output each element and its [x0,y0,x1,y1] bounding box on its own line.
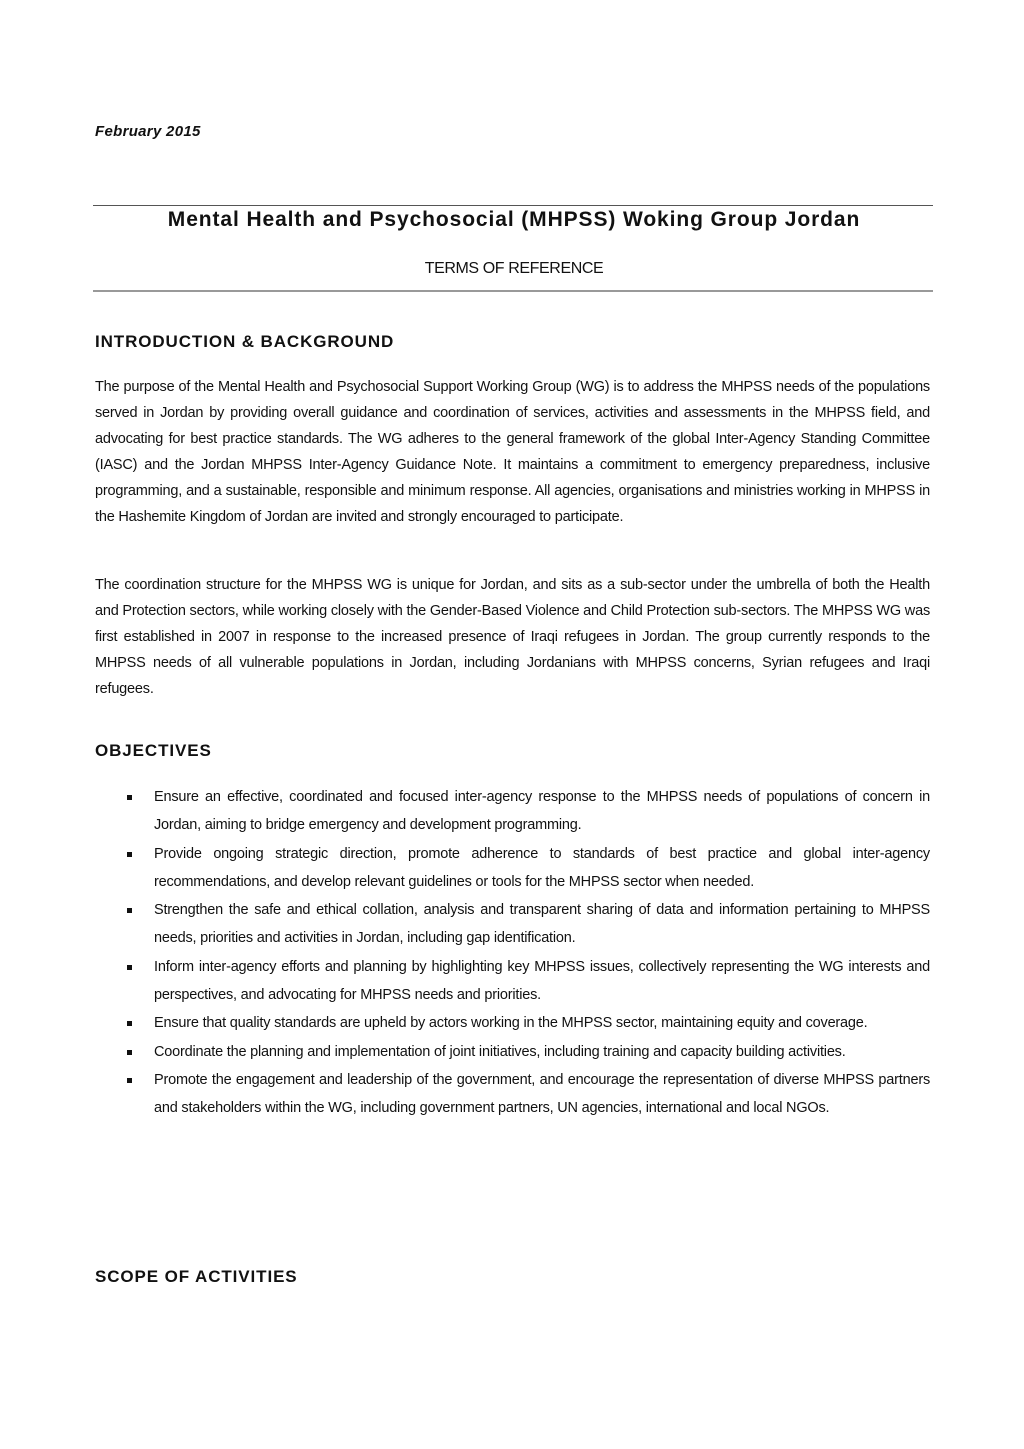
bullet-square-icon [127,1050,132,1055]
bullet-square-icon [127,965,132,970]
section-heading-scope: SCOPE OF ACTIVITIES [95,1267,298,1286]
objective-text: Ensure that quality standards are upheld by actors working in the MHPSS sector, maintaining equity and coverage. [154,1015,868,1031]
objective-item [95,896,930,952]
objective-item [95,1038,930,1066]
bullet-square-icon [127,852,132,857]
bullet-square-icon [127,795,132,800]
objective-text: Coordinate the planning and implementation of joint initiatives, including training and capacity building activities. [154,1043,846,1060]
objective-item [95,783,930,839]
objective-text: Provide ongoing strategic direction, promote adherence to standards of best practice and global inter-agency recommendations, and develop relevant guidelines or tools for the MHPSS sector when needed. [154,845,930,890]
intro-paragraph-2: The coordination structure for the MHPSS WG is unique for Jordan, and sits as a sub-sector under the umbrella of both the Health and Protection sectors, while working closely with the Gender-Based Violence and Child Protection sub-sectors. The MHPSS WG was first established in 2007 in response to the increased presence of Iraqi refugees in Jordan. The group currently responds to the MHPSS needs of all vulnerable populations in Jordan, including Jordanians with MHPSS concerns, Syrian refugees and Iraqi refugees. [95,577,930,697]
document-date: February 2015 [95,123,201,140]
intro-paragraph-1: The purpose of the Mental Health and Psychosocial Support Working Group (WG) is to address the MHPSS needs of the populations served in Jordan by providing overall guidance and coordination of services, activities and assessments in the MHPSS field, and advocating for best practice standards. The WG adheres to the general framework of the global Inter-Agency Standing Committee (IASC) and the Jordan MHPSS Inter-Agency Guidance Note. It maintains a commitment to emergency preparedness, inclusive programming, and a sustainable, responsible and minimum response. All agencies, organisations and ministries working in MHPSS in the Hashemite Kingdom of Jordan are invited and strongly encouraged to participate. [95,379,930,525]
section-heading-objectives: OBJECTIVES [95,741,212,760]
title-divider-bottom [93,290,933,292]
document-subtitle: TERMS OF REFERENCE [424,260,604,277]
objective-item [95,840,930,896]
bullet-square-icon [127,1078,132,1083]
section-heading-introduction: INTRODUCTION & BACKGROUND [95,332,395,351]
objective-text: Promote the engagement and leadership of the government, and encourage the representation of diverse MHPSS partners and stakeholders within the WG, including government partners, UN agencies, international and local NGOs. [154,1072,930,1116]
objective-item [95,953,930,1009]
objective-text: Strengthen the safe and ethical collation, analysis and transparent sharing of data and information pertaining to MHPSS needs, priorities and activities in Jordan, including gap identification. [154,902,930,946]
document-title: Mental Health and Psychosocial (MHPSS) Woking Group Jordan [167,208,861,231]
objective-item [95,1066,930,1122]
title-divider-top [93,205,933,206]
objectives-list [95,783,930,1123]
objective-text: Ensure an effective, coordinated and focused inter-agency response to the MHPSS needs of populations of concern in Jordan, aiming to bridge emergency and development programming. [154,789,930,833]
objective-item [95,1009,930,1037]
bullet-square-icon [127,908,132,913]
bullet-square-icon [127,1021,132,1026]
objective-text: Inform inter-agency efforts and planning by highlighting key MHPSS issues, collectively representing the WG interests and perspectives, and advocating for MHPSS needs and priorities. [154,958,930,1003]
